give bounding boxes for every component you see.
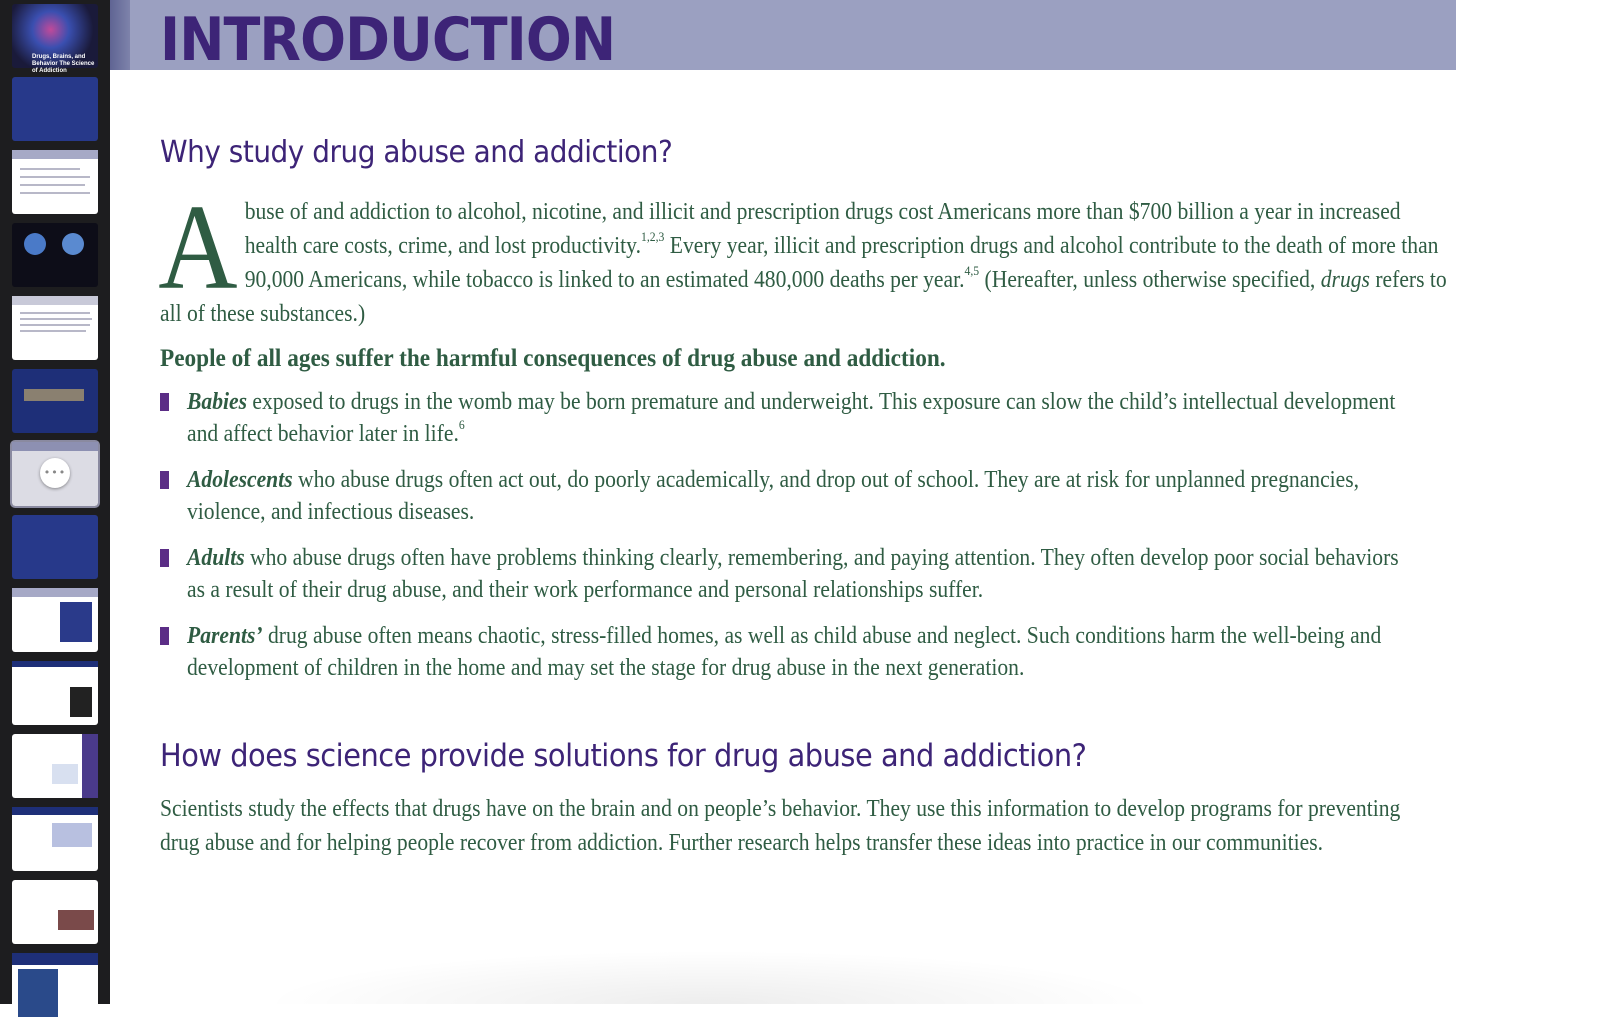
more-options-icon[interactable]: •••	[40, 458, 70, 488]
thumbnail-page-8[interactable]	[12, 515, 98, 579]
bullet-text	[187, 542, 1411, 606]
thumbnail-band	[12, 807, 98, 815]
thumbnail-line	[20, 330, 86, 332]
section-heading-why-study: Why study drug abuse and addiction?	[160, 135, 673, 170]
thumbnail-page-14[interactable]	[12, 953, 98, 1017]
thumbnail-photo	[58, 910, 94, 930]
bullet-body: exposed to drugs in the womb may be born premature and underweight. This exposure can slow the child’s intellectual development and affect behavior later in life.	[187, 389, 1396, 447]
bullet-term: Parents’	[187, 623, 263, 649]
thumbnail-band	[12, 442, 98, 451]
thumbnail-page-5[interactable]	[12, 296, 98, 360]
thumbnail-band	[12, 953, 98, 965]
thumbnail-line	[20, 176, 90, 178]
document-page	[110, 0, 1456, 1004]
thumbnail-page-1[interactable]	[12, 4, 98, 74]
bullet-term: Adults	[187, 545, 245, 571]
thumbnail-line	[20, 192, 90, 194]
bullet-square-icon	[160, 393, 169, 411]
thumbnail-diagram	[52, 823, 92, 847]
header-edge	[110, 0, 130, 70]
bullet-body: who abuse drugs often act out, do poorly academically, and drop out of school. They are at risk for unplanned pregnancies, violence, and infectious diseases.	[187, 467, 1360, 525]
bullet-body: who abuse drugs often have problems thinking clearly, remembering, and paying attention. They often develop poor social behaviors as a result of their drug abuse, and their work performance and personal relationships suffer.	[187, 545, 1399, 603]
thumbnail-image	[60, 602, 92, 642]
thumbnail-page-4[interactable]	[12, 223, 98, 287]
bullet-term: Babies	[187, 389, 248, 415]
thumbnail-page-11[interactable]	[12, 734, 98, 798]
thumbnail-band	[12, 150, 98, 159]
thumbnail-table	[52, 764, 78, 784]
ages-heading: People of all ages suffer the harmful consequences of drug abuse and addiction.	[160, 345, 946, 372]
bullet-square-icon	[160, 627, 169, 645]
thumbnail-brain-grid	[18, 969, 58, 1017]
thumbnail-page-6[interactable]	[12, 369, 98, 433]
thumbnail-page-3[interactable]	[12, 150, 98, 214]
thumbnail-line	[20, 324, 90, 326]
footnote-ref: 4,5	[964, 263, 980, 278]
intro-text-3: (Hereafter, unless otherwise specified,	[979, 267, 1321, 293]
thumbnail-image	[70, 687, 92, 717]
intro-paragraph	[158, 180, 1456, 331]
intro-text-4: refers to all of these substances.)	[160, 267, 1447, 327]
bullet-term: Adolescents	[187, 467, 293, 493]
intro-text-2: Every year, illicit and prescription drugs and alcohol contribute to the death of more than 90,000 Americans, while tobacco is linked to an estimated 480,000 deaths per year.	[244, 233, 1439, 293]
thumbnail-line	[20, 312, 90, 314]
thumbnail-line	[20, 168, 80, 170]
page-bottom-shadow	[260, 950, 1160, 1004]
bullet-text	[187, 386, 1411, 450]
thumbnail-cover-title: Drugs, Brains, and Behavior The Science of Addiction	[32, 54, 95, 74]
intro-italic-drugs: drugs	[1320, 267, 1370, 293]
section-heading-science-solutions: How does science provide solutions for drug abuse and addiction?	[160, 738, 1087, 774]
bullet-text	[187, 620, 1411, 684]
thumbnail-sidebar-bar	[82, 734, 98, 798]
thumbnail-line	[20, 318, 92, 320]
thumbnail-page-7-current[interactable]	[12, 442, 98, 506]
bullet-body: drug abuse often means chaotic, stress-filled homes, as well as child abuse and neglect. Such conditions harm the well-being and development of children in the home and may set the stage for drug abuse in the next generation.	[187, 623, 1382, 681]
thumbnail-brain-image	[24, 233, 46, 255]
bullet-text	[187, 464, 1411, 528]
thumbnail-page-12[interactable]	[12, 807, 98, 871]
bullet-square-icon	[160, 471, 169, 489]
science-paragraph: Scientists study the effects that drugs have on the brain and on people’s behavior. They use this information to develop programs for preventing drug abuse and for helping people recover from addiction. Further research helps transfer these ideas into practice in our communities.	[160, 796, 1401, 856]
drop-cap: A	[158, 180, 238, 315]
intro-text-1: buse of and addiction to alcohol, nicotine, and illicit and prescription drugs cost Americans more than $700 billion a year in increased health care costs, crime, and lost productivity.	[244, 199, 1401, 259]
thumbnail-page-10[interactable]	[12, 661, 98, 725]
thumbnail-page-2[interactable]	[12, 77, 98, 141]
page-thumbnail-sidebar[interactable]	[0, 0, 110, 1004]
page-title: INTRODUCTION	[160, 5, 616, 75]
thumbnail-line	[20, 184, 85, 186]
thumbnail-band	[12, 661, 98, 667]
bullet-square-icon	[160, 549, 169, 567]
thumbnail-photo-strip	[24, 389, 84, 401]
thumbnail-brain-image	[62, 233, 84, 255]
thumbnail-band	[12, 296, 98, 305]
thumbnail-page-9[interactable]	[12, 588, 98, 652]
footnote-ref: 1,2,3	[640, 229, 665, 244]
thumbnail-page-13[interactable]	[12, 880, 98, 944]
thumbnail-band	[12, 588, 98, 597]
footnote-ref: 6	[458, 417, 465, 432]
